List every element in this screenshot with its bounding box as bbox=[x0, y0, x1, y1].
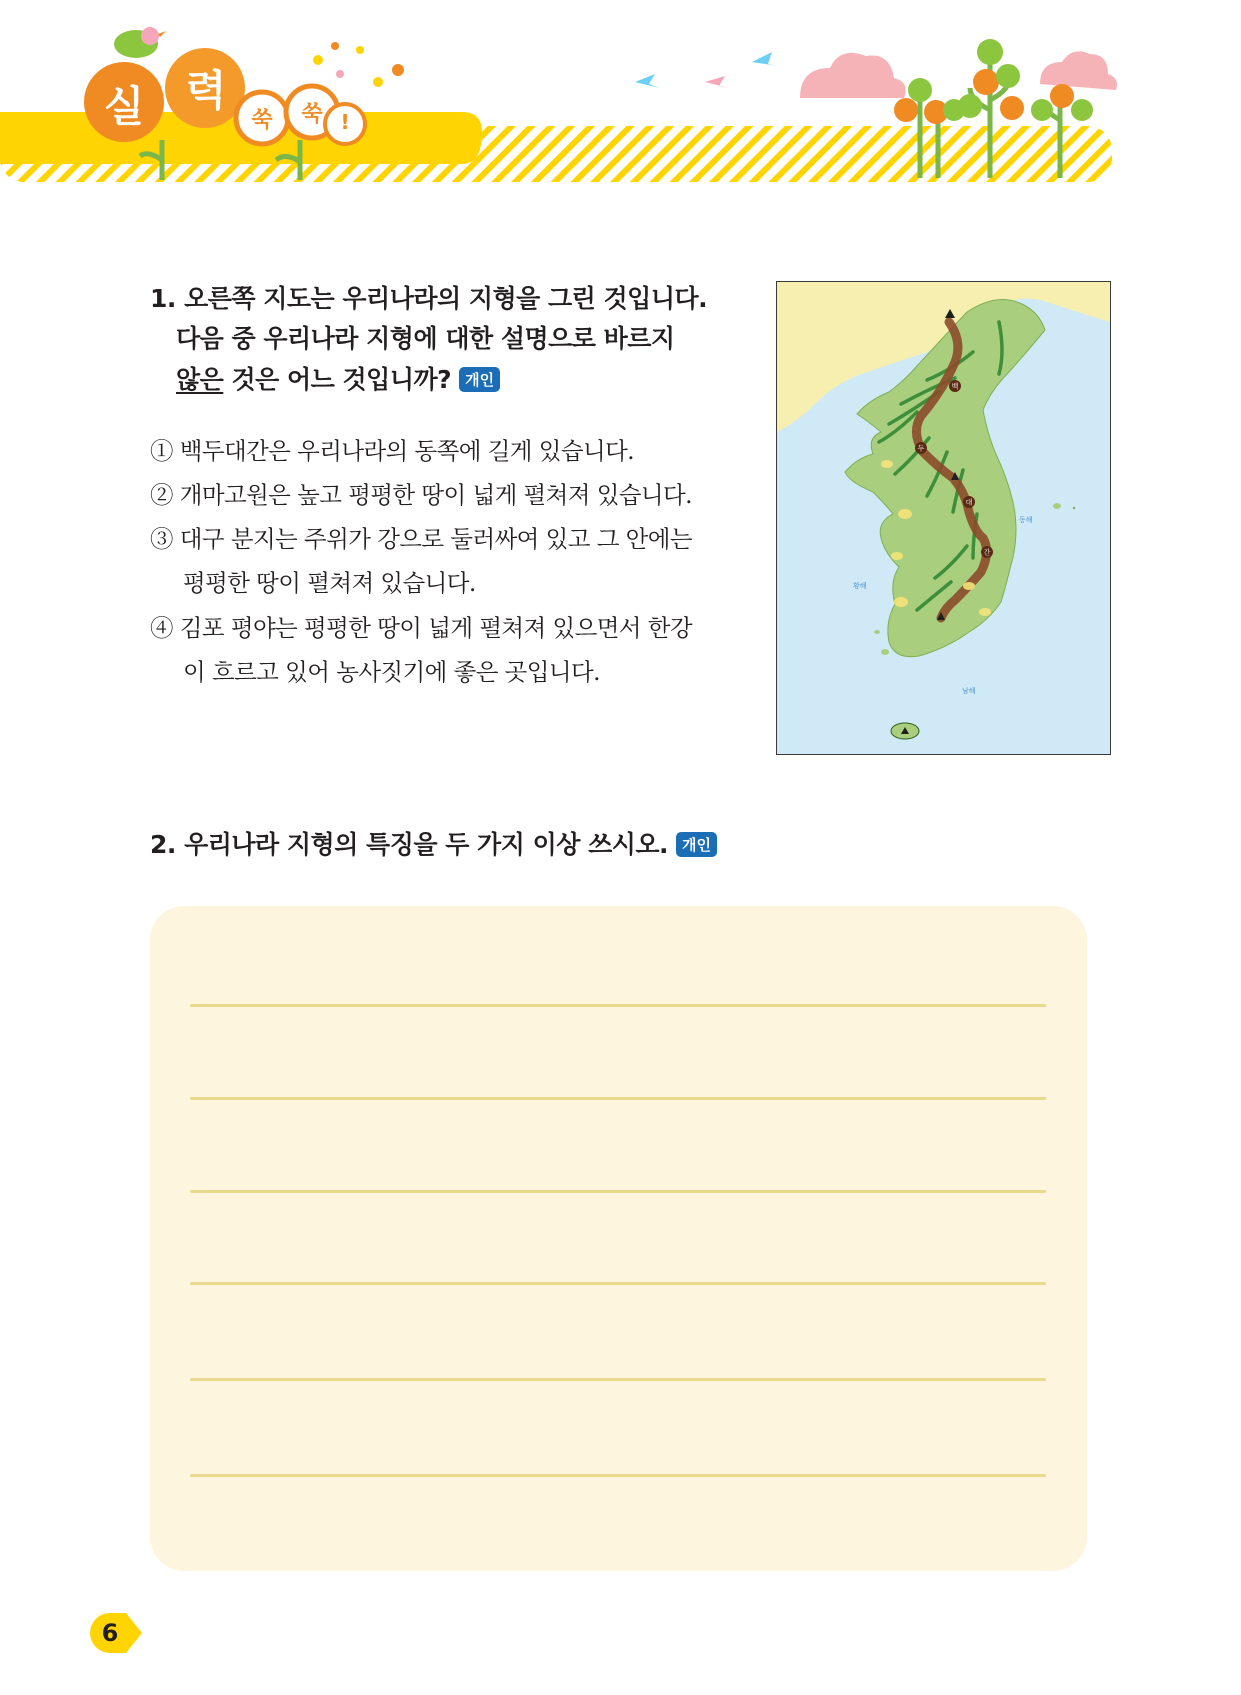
ridge-char-4: 간 bbox=[983, 548, 991, 557]
writing-line[interactable] bbox=[190, 1378, 1046, 1381]
page-number: 6 bbox=[101, 1619, 119, 1647]
ridge-char-3: 대 bbox=[965, 498, 973, 507]
option-2[interactable]: ② 개마고원은 높고 평평한 땅이 넓게 펼쳐져 있습니다. bbox=[150, 481, 692, 509]
page-header bbox=[0, 0, 1241, 200]
header-title-char-2: 력 bbox=[185, 66, 227, 115]
answer-writing-area[interactable] bbox=[150, 906, 1087, 1571]
header-title-char-1: 실 bbox=[103, 82, 145, 131]
korea-terrain-map bbox=[776, 281, 1111, 755]
sea-label-south: 남해 bbox=[962, 687, 976, 695]
question2-text bbox=[150, 825, 717, 861]
writing-line[interactable] bbox=[190, 1474, 1046, 1477]
writing-line[interactable] bbox=[190, 1282, 1046, 1285]
option-3[interactable]: ③ 대구 분지는 주위가 강으로 둘러싸여 있고 그 안에는 bbox=[150, 525, 692, 553]
header-sub-char-1: 쑥 bbox=[251, 108, 273, 133]
question1-line-1: 1. 오른쪽 지도는 우리나라의 지형을 그린 것입니다. bbox=[150, 284, 708, 313]
question1-line-3-rest: 것은 어느 것입니까? bbox=[223, 365, 452, 394]
page-number-badge bbox=[88, 1611, 144, 1655]
question2-label: 2. 우리나라 지형의 특징을 두 가지 이상 쓰시오. bbox=[150, 830, 669, 859]
option-1[interactable]: ① 백두대간은 우리나라의 동쪽에 길게 있습니다. bbox=[150, 437, 635, 465]
ridge-char-2: 두 bbox=[917, 444, 925, 453]
question1-line-2: 다음 중 우리나라 지형에 대한 설명으로 바르지 bbox=[176, 324, 675, 353]
question2-badge: 개인 bbox=[676, 832, 717, 857]
sea-label-east: 동해 bbox=[1019, 516, 1033, 524]
ridge-char-1: 백 bbox=[951, 382, 959, 391]
map-illustration bbox=[777, 282, 1110, 754]
option-3-continued: 평평한 땅이 펼쳐져 있습니다. bbox=[183, 569, 476, 597]
header-exclaim: ! bbox=[340, 110, 350, 134]
sea-label-yellow: 황해 bbox=[853, 582, 867, 590]
writing-line[interactable] bbox=[190, 1190, 1046, 1193]
header-sub-char-2: 쑥 bbox=[301, 102, 323, 127]
option-4-continued: 이 흐르고 있어 농사짓기에 좋은 곳입니다. bbox=[183, 658, 600, 686]
option-4[interactable]: ④ 김포 평야는 평평한 땅이 넓게 펼쳐져 있으면서 한강 bbox=[150, 614, 692, 642]
question1-badge: 개인 bbox=[459, 367, 500, 392]
question1-line-3 bbox=[176, 360, 500, 396]
question1-underlined-word: 않은 bbox=[176, 365, 224, 394]
writing-line[interactable] bbox=[190, 1004, 1046, 1007]
writing-line[interactable] bbox=[190, 1097, 1046, 1100]
